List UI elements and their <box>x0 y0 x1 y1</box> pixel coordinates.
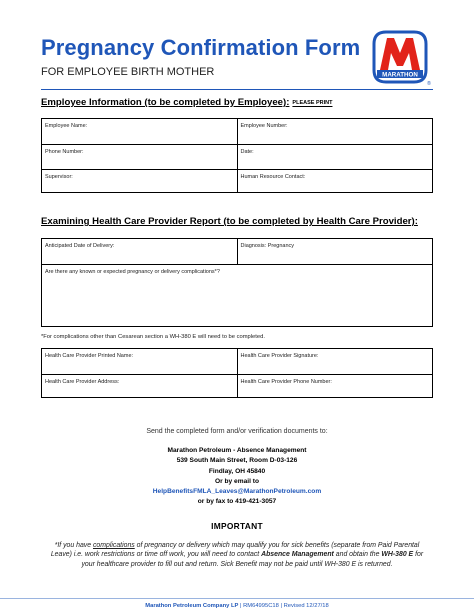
email-link[interactable]: HelpBenefitsFMLA_Leaves@MarathonPetroleum.com <box>152 488 322 496</box>
date-field[interactable]: Date: <box>237 145 433 169</box>
address-line: 539 South Main Street, Room D-03-126 <box>176 457 298 465</box>
complications-note: *For complications other than Cesarean section a WH-380 E will need to be completed. <box>41 334 265 340</box>
employee-section-heading <box>41 97 332 108</box>
employee-number-field[interactable]: Employee Number: <box>237 119 433 144</box>
employee-heading-text: Employee Information (to be completed by Employee): <box>41 97 290 108</box>
complications-underlined: complications <box>92 542 135 549</box>
form-title: Pregnancy Confirmation Form <box>41 35 361 60</box>
important-text-part: *If you have <box>54 542 93 549</box>
provider-signature-field[interactable]: Health Care Provider Signature: <box>237 349 433 374</box>
employee-info-table <box>41 118 433 193</box>
footer-revised: Revised 12/27/18 <box>283 603 329 609</box>
footer-form-id: RM64995C18 <box>243 603 279 609</box>
table-row <box>42 144 432 169</box>
footer-separator: | <box>278 603 284 609</box>
important-text-part: of pregnancy or delivery which may qualify you for sick benefits (separate from Paid Parental Leave) i.e. work restrictions or time off work, you will need to contact <box>50 542 420 559</box>
important-text-part: and obtain the <box>333 551 382 559</box>
table-row <box>42 349 432 374</box>
delivery-date-field[interactable]: Anticipated Date of Delivery: <box>45 243 115 249</box>
table-row <box>42 374 432 397</box>
logo-text: MARATHON <box>382 71 418 79</box>
marathon-logo <box>367 26 433 86</box>
complications-field[interactable]: Are there any known or expected pregnancy or delivery complications*? <box>45 269 220 275</box>
address-line: Findlay, OH 45840 <box>208 467 266 475</box>
employee-name-field[interactable]: Employee Name: <box>45 123 88 129</box>
table-row <box>42 264 432 326</box>
supervisor-field[interactable]: Supervisor: <box>45 174 73 180</box>
important-text-part: for your healthcare provider to fill out and return. Sick Benefit may not be paid until WH-380 E is returned. <box>81 551 424 568</box>
header-divider <box>41 89 433 90</box>
employee-heading-note: PLEASE PRINT <box>292 100 333 106</box>
provider-details-table <box>41 348 433 398</box>
submission-intro: Send the completed form and/or verification documents to: <box>146 428 328 435</box>
footer-separator: | <box>238 603 244 609</box>
provider-address-field[interactable]: Health Care Provider Address: <box>45 379 120 385</box>
provider-section-heading: Examining Health Care Provider Report (to be completed by Health Care Provider): <box>41 216 418 227</box>
logo-registered-mark: ® <box>427 81 431 86</box>
fax-line: or by fax to 419-421-3057 <box>197 498 277 506</box>
important-text <box>50 541 424 569</box>
wh380e-bold: WH-380 E <box>381 551 414 559</box>
footer-company: Marathon Petroleum Company LP <box>145 603 239 609</box>
absence-management-bold: Absence Management <box>261 551 334 559</box>
address-line: Marathon Petroleum - Absence Management <box>167 447 307 454</box>
footer-divider <box>0 598 474 599</box>
table-row <box>42 239 432 264</box>
table-row <box>42 119 432 144</box>
table-row <box>42 169 432 192</box>
provider-name-field[interactable]: Health Care Provider Printed Name: <box>45 353 134 359</box>
footer <box>0 603 474 609</box>
submission-address <box>0 446 474 508</box>
diagnosis-field[interactable]: Diagnosis: Pregnancy <box>237 239 433 264</box>
phone-number-field[interactable]: Phone Number: <box>45 149 84 155</box>
important-heading: IMPORTANT <box>211 521 263 531</box>
address-line: Or by email to <box>215 477 259 485</box>
provider-report-table <box>41 238 433 327</box>
form-subtitle: FOR EMPLOYEE BIRTH MOTHER <box>41 66 215 78</box>
provider-phone-field[interactable]: Health Care Provider Phone Number: <box>237 375 433 397</box>
hr-contact-field[interactable]: Human Resource Contact: <box>237 170 433 192</box>
